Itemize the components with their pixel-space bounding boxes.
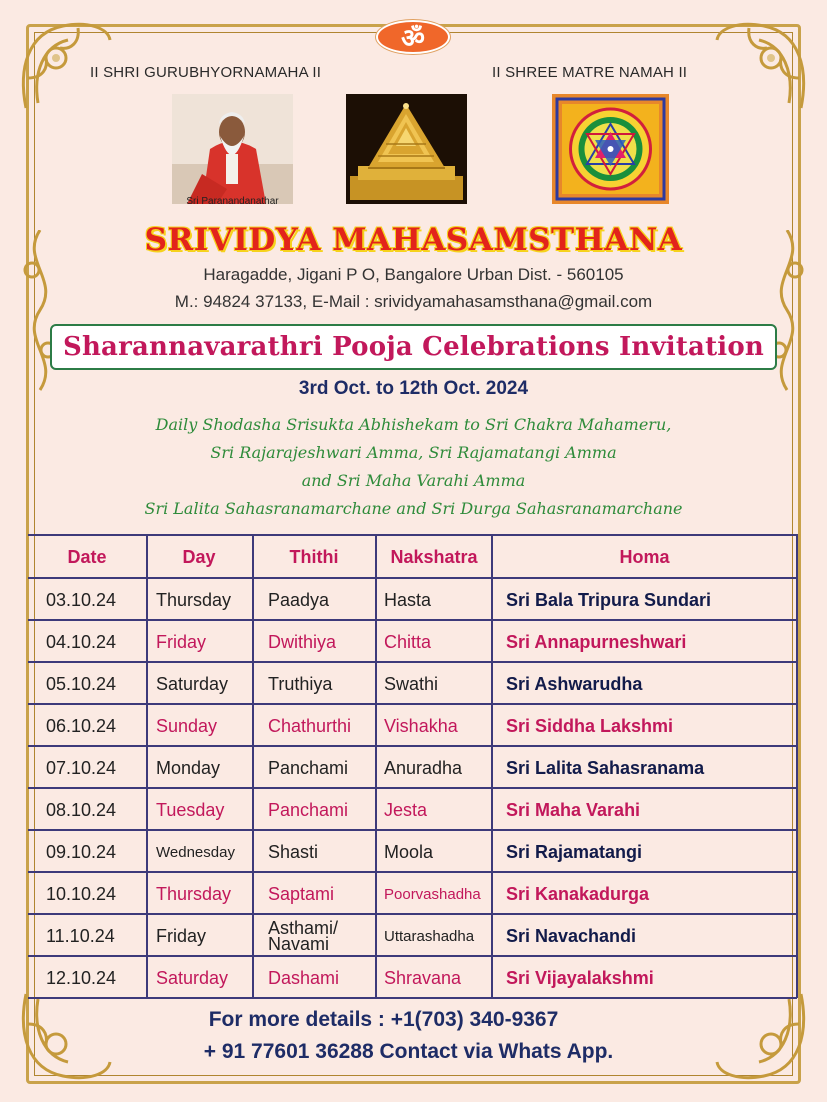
row-day: Thursday bbox=[156, 589, 232, 610]
row-thithi: Truthiya bbox=[268, 673, 333, 694]
row-date: 11.10.24 bbox=[46, 925, 115, 946]
row-nakshatra: Vishakha bbox=[384, 715, 458, 736]
row-day: Sunday bbox=[156, 715, 218, 736]
celebration-dates: 3rd Oct. to 12th Oct. 2024 bbox=[298, 378, 529, 399]
row-date: 06.10.24 bbox=[46, 715, 117, 736]
row-date: 07.10.24 bbox=[46, 757, 117, 778]
row-day: Tuesday bbox=[156, 799, 225, 820]
corner-ornament-icon bbox=[8, 984, 118, 1094]
table-row bbox=[28, 873, 797, 915]
row-nakshatra: Uttarashadha bbox=[384, 927, 475, 945]
ritual-line-2: Sri Rajarajeshwari Amma, Sri Rajamatangi Amma bbox=[210, 443, 617, 462]
table-row bbox=[28, 621, 797, 663]
row-thithi: Panchami bbox=[268, 799, 349, 820]
row-nakshatra: Shravana bbox=[384, 967, 462, 988]
row-homa: Sri Vijayalakshmi bbox=[506, 967, 654, 988]
row-day: Thursday bbox=[156, 883, 232, 904]
row-homa: Sri Annapurneshwari bbox=[506, 631, 687, 652]
table-row bbox=[28, 831, 797, 873]
row-thithi-line2: Navami bbox=[268, 934, 330, 954]
row-nakshatra: Jesta bbox=[384, 799, 428, 820]
header-date: Date bbox=[67, 546, 107, 567]
footer-details-phone: For more details : +1(703) 340-9367 bbox=[208, 1008, 559, 1031]
row-day: Saturday bbox=[156, 967, 229, 988]
corner-ornament-icon bbox=[8, 8, 118, 118]
ritual-line-1: Daily Shodasha Srisukta Abhishekam to Sri Chakra Mahameru, bbox=[155, 415, 672, 434]
invitation-title-box bbox=[50, 324, 777, 370]
row-day: Monday bbox=[156, 757, 221, 778]
mantra-left: II SHRI GURUBHYORNAMAHA II bbox=[90, 64, 322, 81]
ritual-line-3: and Sri Maha Varahi Amma bbox=[301, 471, 526, 490]
row-homa: Sri Bala Tripura Sundari bbox=[506, 589, 712, 610]
row-thithi: Dashami bbox=[268, 967, 340, 988]
organization-name: SRIVIDYA MAHASAMSTHANA bbox=[144, 222, 683, 258]
table-row bbox=[28, 579, 797, 621]
corner-ornament-icon bbox=[709, 8, 819, 118]
table-header-row bbox=[28, 536, 797, 578]
row-date: 08.10.24 bbox=[46, 799, 117, 820]
table-row bbox=[28, 663, 797, 705]
row-homa: Sri Kanakadurga bbox=[506, 883, 650, 904]
table-row bbox=[28, 705, 797, 747]
row-date: 12.10.24 bbox=[46, 967, 117, 988]
row-nakshatra: Poorvashadha bbox=[384, 885, 481, 903]
row-thithi: Chathurthi bbox=[268, 715, 352, 736]
row-homa: Sri Ashwarudha bbox=[506, 673, 643, 694]
row-homa: Sri Navachandi bbox=[506, 925, 637, 946]
om-symbol-badge: ॐ bbox=[376, 20, 450, 54]
row-day: Friday bbox=[156, 925, 207, 946]
row-homa: Sri Siddha Lakshmi bbox=[506, 715, 674, 736]
header-nakshatra: Nakshatra bbox=[390, 546, 478, 567]
mahameru-photo bbox=[346, 94, 467, 204]
guru-photo bbox=[172, 94, 293, 204]
row-homa: Sri Maha Varahi bbox=[506, 799, 641, 820]
row-thithi: Dwithiya bbox=[268, 631, 337, 652]
table-row bbox=[28, 957, 797, 999]
row-thithi-line1: Asthami/ bbox=[268, 918, 339, 938]
row-nakshatra: Moola bbox=[384, 841, 434, 862]
invitation-title: Sharannavarathri Pooja Celebrations Invitation bbox=[62, 332, 765, 362]
guru-caption: Sri Paranandanathar bbox=[186, 196, 279, 207]
row-day: Friday bbox=[156, 631, 207, 652]
table-row bbox=[28, 915, 797, 957]
row-date: 03.10.24 bbox=[46, 589, 117, 610]
row-thithi: Paadya bbox=[268, 589, 330, 610]
row-day: Wednesday bbox=[156, 843, 235, 861]
row-thithi: Panchami bbox=[268, 757, 349, 778]
table-row bbox=[28, 789, 797, 831]
organization-contact: M.: 94824 37133, E-Mail : srividyamahasamsthana@gmail.com bbox=[174, 292, 653, 311]
row-thithi: Shasti bbox=[268, 841, 319, 862]
row-date: 09.10.24 bbox=[46, 841, 117, 862]
row-date: 05.10.24 bbox=[46, 673, 117, 694]
mantra-right: II SHREE MATRE NAMAH II bbox=[492, 64, 688, 81]
row-nakshatra: Hasta bbox=[384, 589, 432, 610]
sri-chakra-yantra-image bbox=[552, 94, 669, 204]
row-date: 10.10.24 bbox=[46, 883, 117, 904]
footer-whatsapp-contact: + 91 77601 36288 Contact via Whats App. bbox=[203, 1040, 614, 1063]
header-thithi: Thithi bbox=[289, 546, 339, 567]
organization-address: Haragadde, Jigani P O, Bangalore Urban Dist. - 560105 bbox=[203, 265, 624, 284]
row-homa: Sri Rajamatangi bbox=[506, 841, 643, 862]
ritual-line-4: Sri Lalita Sahasranamarchane and Sri Durga Sahasranamarchane bbox=[144, 499, 683, 518]
table-row bbox=[28, 747, 797, 789]
row-thithi: Saptami bbox=[268, 883, 335, 904]
row-thithi bbox=[252, 915, 376, 957]
row-homa: Sri Lalita Sahasranama bbox=[506, 757, 705, 778]
row-date: 04.10.24 bbox=[46, 631, 117, 652]
corner-ornament-icon bbox=[709, 984, 819, 1094]
row-nakshatra: Swathi bbox=[384, 673, 439, 694]
row-day: Saturday bbox=[156, 673, 229, 694]
header-day: Day bbox=[182, 546, 216, 567]
header-homa: Homa bbox=[619, 546, 670, 567]
row-nakshatra: Anuradha bbox=[384, 757, 463, 778]
row-nakshatra: Chitta bbox=[384, 631, 432, 652]
